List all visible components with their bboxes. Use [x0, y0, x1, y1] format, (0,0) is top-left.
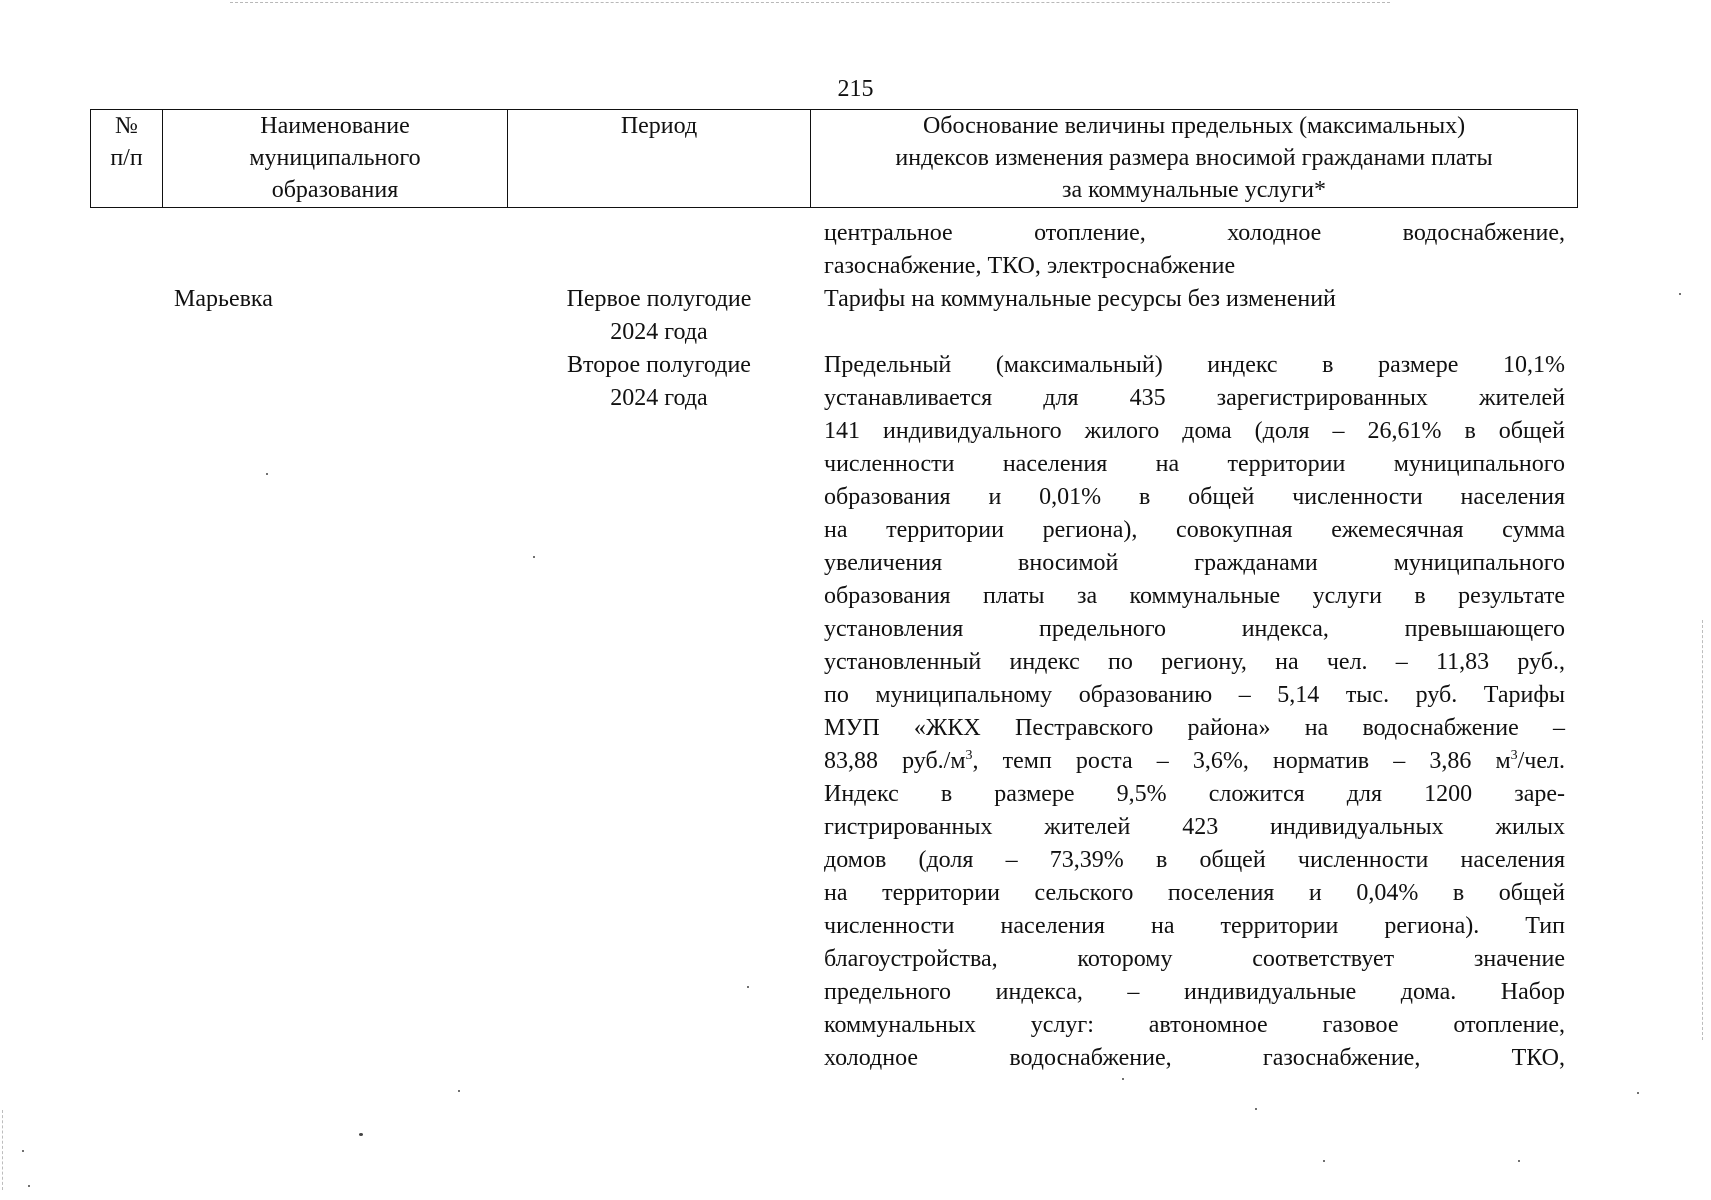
scan-edge-left [2, 1110, 3, 1190]
justification-line: Предельный (максимальный) индекс в размере 10,1% [824, 352, 1565, 378]
justification-line: на территории региона), совокупная ежемесячная сумма [824, 517, 1565, 543]
justification-line: МУП «ЖКХ Пестравского района» на водоснабжение – [824, 715, 1565, 741]
scan-speck [359, 1133, 363, 1136]
justification-line: на территории сельского поселения и 0,04% в общей [824, 880, 1565, 906]
scan-speck [747, 986, 749, 988]
superscript-cube: 3 [965, 748, 973, 763]
header-cell-municipality: Наименование муниципального образования [163, 110, 508, 208]
scan-speck [1679, 293, 1681, 295]
justification-line: устанавливается для 435 зарегистрированных жителей [824, 385, 1565, 411]
scan-speck [1518, 1160, 1520, 1162]
justification-line: увеличения вносимой гражданами муниципального [824, 550, 1565, 576]
scan-speck [266, 473, 268, 475]
second-half-justification [824, 349, 1565, 1075]
units-text-a: 83,88 руб./м [824, 748, 966, 774]
scan-edge-right [1702, 620, 1703, 1040]
header-cell-justification: Обоснование величины предельных (максимальных) индексов изменения размера вносимой гражданами платы за коммунальные услуги* [811, 110, 1578, 208]
justification-line: по муниципальному образованию – 5,14 тыс. руб. Тарифы [824, 682, 1565, 708]
justification-line: предельного индекса, – индивидуальные дома. Набор [824, 979, 1565, 1005]
continued-line: центральное отопление, холодное водоснабжение, [824, 220, 1565, 246]
table-header [90, 109, 1578, 208]
justification-line: холодное водоснабжение, газоснабжение, ТКО, [824, 1045, 1565, 1071]
page-number: 215 [837, 76, 874, 102]
scan-speck [533, 556, 535, 558]
justification-line-with-units [824, 745, 1565, 778]
justification-line: Индекс в размере 9,5% сложится для 1200 заре- [824, 781, 1565, 807]
justification-line: численности населения на территории региона). Тип [824, 913, 1565, 939]
continued-justification [824, 217, 1565, 283]
justification-line: 141 индивидуального жилого дома (доля – 26,61% в общей [824, 418, 1565, 444]
justification-line: установленный индекс по региону, на чел. – 11,83 руб., [824, 649, 1565, 675]
superscript-cube: 3 [1510, 748, 1518, 763]
municipality-name: Марьевка [174, 286, 273, 312]
justification-line: образования платы за коммунальные услуги в результате [824, 583, 1565, 609]
scan-speck [1255, 1108, 1257, 1110]
first-half-justification: Тарифы на коммунальные ресурсы без изменений [824, 286, 1336, 312]
scan-speck [1323, 1160, 1325, 1162]
continued-line: газоснабжение, ТКО, электроснабжение [824, 253, 1236, 279]
header-cell-number: № п/п [91, 110, 163, 208]
justification-line: гистрированных жителей 423 индивидуальных жилых [824, 814, 1565, 840]
scan-speck [28, 1185, 30, 1187]
justification-line: коммунальных услуг: автономное газовое отопление, [824, 1012, 1565, 1038]
scan-speck [1637, 1092, 1639, 1094]
justification-line: благоустройства, которому соответствует значение [824, 946, 1565, 972]
justification-line: домов (доля – 73,39% в общей численности населения [824, 847, 1565, 873]
period-first-half: Первое полугодие 2024 года [566, 286, 752, 345]
units-text-b: , темп роста – 3,6%, норматив – 3,86 м [972, 748, 1511, 774]
header-row [91, 110, 1578, 208]
scan-speck [458, 1090, 460, 1092]
header-cell-period: Период [508, 110, 811, 208]
period-second-half: Второе полугодие 2024 года [567, 352, 751, 411]
scan-speck [22, 1150, 24, 1152]
units-text-c: /чел. [1517, 748, 1566, 774]
justification-line: образования и 0,01% в общей численности населения [824, 484, 1565, 510]
scan-speck [1122, 1078, 1124, 1080]
justification-line: установления предельного индекса, превышающего [824, 616, 1565, 642]
justification-line: численности населения на территории муниципального [824, 451, 1565, 477]
scan-edge-top [230, 2, 1390, 3]
